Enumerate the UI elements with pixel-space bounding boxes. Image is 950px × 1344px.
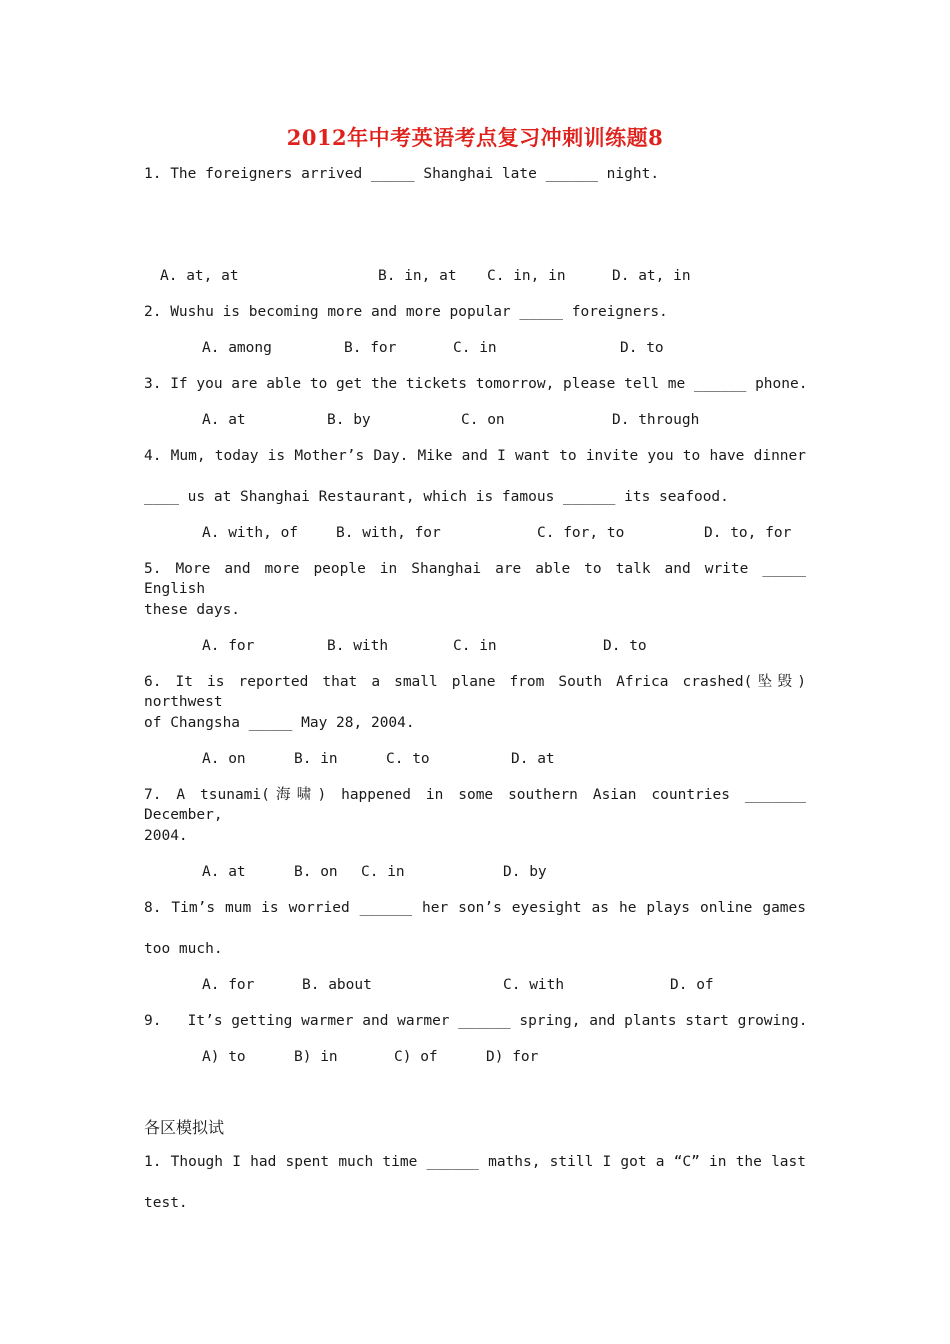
question-8-text-line-2: too much. bbox=[144, 941, 223, 957]
question-4-text-line-2: ____ us at Shanghai Restaurant, which is famous ______ its seafood. bbox=[144, 489, 729, 505]
q2-option-c: C. in bbox=[453, 340, 497, 356]
q2-option-a: A. among bbox=[202, 340, 272, 356]
section-question-1-line-1: 1. Though I had spent much time ______ maths, still I got a “C” in the last bbox=[144, 1154, 806, 1170]
question-4-text-line-1: 4. Mum, today is Mother’s Day. Mike and I want to invite you to have dinner bbox=[144, 448, 806, 464]
q6-option-d: D. at bbox=[511, 751, 555, 767]
question-3-text: 3. If you are able to get the tickets tomorrow, please tell me ______ phone. bbox=[144, 376, 808, 392]
q5-option-b: B. with bbox=[327, 638, 389, 654]
q3-option-a: A. at bbox=[202, 412, 246, 428]
q1-option-b: B. in, at bbox=[378, 268, 457, 284]
q4-option-b: B. with, for bbox=[336, 525, 441, 541]
q7-option-d: D. by bbox=[503, 864, 547, 880]
question-7-text-line-1: 7. A tsunami(海啸) happened in some southern Asian countries _______ December, bbox=[144, 787, 806, 823]
q6-option-b: B. in bbox=[294, 751, 338, 767]
question-5-text-line-2: these days. bbox=[144, 602, 241, 618]
q3-option-b: B. by bbox=[327, 412, 371, 428]
q7-option-c: C. in bbox=[361, 864, 405, 880]
q7-option-b: B. on bbox=[294, 864, 338, 880]
q3-option-c: C. on bbox=[461, 412, 505, 428]
question-7-text-line-2: 2004. bbox=[144, 828, 188, 844]
page-title: 2012年中考英语考点复习冲刺训练题8 bbox=[286, 125, 664, 150]
q9-option-b: B) in bbox=[294, 1049, 338, 1065]
q7-option-a: A. at bbox=[202, 864, 246, 880]
q3-option-d: D. through bbox=[612, 412, 700, 428]
q8-option-d: D. of bbox=[670, 977, 714, 993]
q5-option-d: D. to bbox=[603, 638, 647, 654]
question-1-text: 1. The foreigners arrived _____ Shanghai late ______ night. bbox=[144, 166, 660, 182]
q8-option-c: C. with bbox=[503, 977, 565, 993]
q6-option-a: A. on bbox=[202, 751, 246, 767]
q1-option-c: C. in, in bbox=[487, 268, 566, 284]
q9-option-c: C) of bbox=[394, 1049, 438, 1065]
section-heading: 各区模拟试 bbox=[144, 1118, 225, 1137]
question-8-text-line-1: 8. Tim’s mum is worried ______ her son’s eyesight as he plays online games bbox=[144, 900, 806, 916]
q1-option-d: D. at, in bbox=[612, 268, 691, 284]
q2-option-d: D. to bbox=[620, 340, 664, 356]
q8-option-a: A. for bbox=[202, 977, 255, 993]
q9-option-a: A) to bbox=[202, 1049, 246, 1065]
q9-option-d: D) for bbox=[486, 1049, 539, 1065]
question-6-text-line-1: 6. It is reported that a small plane from South Africa crashed(坠毁) northwest bbox=[144, 674, 806, 710]
section-question-1-line-2: test. bbox=[144, 1195, 188, 1211]
q4-option-c: C. for, to bbox=[537, 525, 625, 541]
q2-option-b: B. for bbox=[344, 340, 397, 356]
q8-option-b: B. about bbox=[302, 977, 372, 993]
q4-option-a: A. with, of bbox=[202, 525, 299, 541]
q5-option-a: A. for bbox=[202, 638, 255, 654]
question-5-text-line-1: 5. More and more people in Shanghai are able to talk and write _____ English bbox=[144, 561, 806, 597]
question-2-text: 2. Wushu is becoming more and more popular _____ foreigners. bbox=[144, 304, 668, 320]
q5-option-c: C. in bbox=[453, 638, 497, 654]
question-6-text-line-2: of Changsha _____ May 28, 2004. bbox=[144, 715, 415, 731]
question-9-text: 9. It’s getting warmer and warmer ______ spring, and plants start growing. bbox=[144, 1013, 808, 1029]
q1-option-a: A. at, at bbox=[160, 268, 239, 284]
q4-option-d: D. to, for bbox=[704, 525, 792, 541]
q6-option-c: C. to bbox=[386, 751, 430, 767]
